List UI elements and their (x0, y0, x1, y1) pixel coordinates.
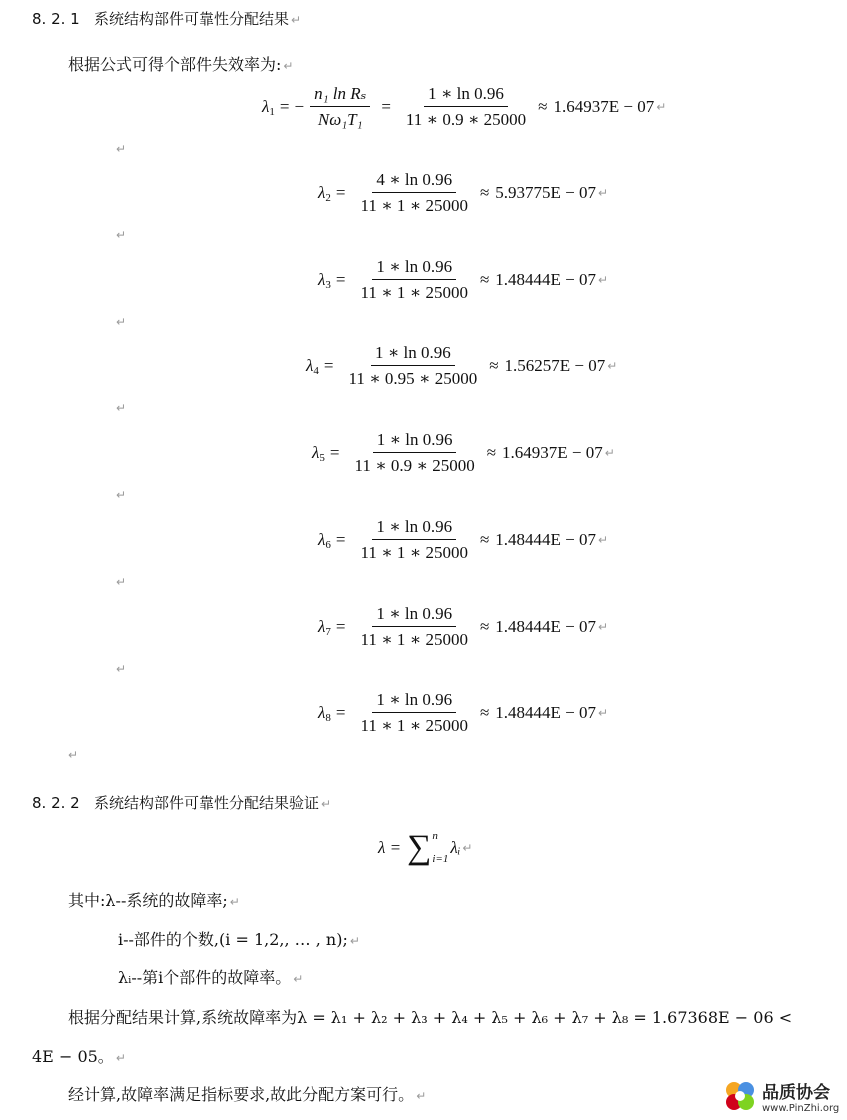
approx-sign: ≈ (479, 183, 490, 202)
equation-result: 1.48444E − 07 (495, 270, 597, 289)
equation-lambda-4 (306, 343, 617, 389)
equation-lambda-6 (318, 517, 608, 563)
paragraph-mark: ↵ (229, 895, 240, 909)
fraction-denominator: 11 ∗ 1 ∗ 25000 (360, 543, 468, 562)
equation-lambda-5 (312, 430, 615, 476)
fraction-numerator: 1 ∗ ln 0.96 (373, 430, 457, 453)
equals-sign: = (335, 617, 346, 636)
paragraph-mark: ↵ (115, 1051, 126, 1065)
paragraph-mark: ↵ (416, 1089, 427, 1103)
numeric-fraction (344, 343, 481, 389)
paragraph-mark: ↵ (283, 59, 294, 73)
fraction-numerator: 4 ∗ ln 0.96 (372, 170, 456, 193)
where-text: i--部件的个数,(i = 1,2,, … , n); (118, 930, 348, 949)
equals-sign: = (335, 703, 346, 722)
calc-paragraph-line-1 (68, 1005, 792, 1028)
section-number: 8. 2. 2 (32, 794, 80, 812)
numeric-fraction (356, 604, 471, 650)
paragraph-mark: ↵ (116, 662, 127, 676)
fraction-denominator: 11 ∗ 1 ∗ 25000 (360, 196, 468, 215)
fraction-numerator: 1 ∗ ln 0.96 (372, 517, 456, 540)
paragraph-mark: ↵ (116, 228, 127, 242)
fraction-denominator: 11 ∗ 0.9 ∗ 25000 (354, 456, 475, 475)
equation-lhs: $\lambda_1$ (262, 96, 275, 118)
approx-sign: ≈ (479, 617, 490, 636)
logo-url: www.PinZhi.org (762, 1103, 840, 1114)
paragraph-mark: ↵ (349, 934, 360, 948)
approx-sign: ≈ (489, 356, 499, 375)
approx-sign: ≈ (479, 530, 490, 549)
calc-text: 根据分配结果计算,系统故障率为λ = λ₁ + λ₂ + λ₃ + λ₄ + λ₅ + λ₆ + λ₇ + λ₈ = 1.67368E − 06 < (68, 1008, 793, 1027)
equation-lhs: $\lambda_6$ (318, 529, 331, 551)
paragraph-mark: ↵ (598, 533, 609, 547)
paragraph-mark: ↵ (116, 315, 127, 329)
paragraph-mark: ↵ (604, 446, 615, 460)
pinzhi-logo (722, 1078, 839, 1114)
section-heading-8-2-2 (32, 792, 331, 813)
equation-lhs: $\lambda_8$ (318, 702, 331, 724)
where-text: 其中:λ--系统的故障率; (68, 891, 228, 910)
fraction-numerator: 1 ∗ ln 0.96 (372, 257, 456, 280)
sum-lhs: λ = (378, 838, 402, 858)
fraction-numerator: 1 ∗ ln 0.96 (424, 84, 508, 107)
equals-sign: = (335, 183, 346, 202)
paragraph-mark: ↵ (116, 488, 127, 502)
approx-sign: ≈ (479, 270, 490, 289)
conclusion-text: 经计算,故障率满足指标要求,故此分配方案可行。 (68, 1085, 415, 1104)
paragraph-mark: ↵ (598, 273, 609, 287)
sum-formula (378, 830, 472, 866)
paragraph-mark: ↵ (607, 359, 618, 373)
paragraph-mark: ↵ (598, 706, 609, 720)
paragraph-mark: ↵ (598, 186, 609, 200)
approx-sign: ≈ (479, 703, 490, 722)
equation-lhs: $\lambda_3$ (318, 269, 331, 291)
conclusion-paragraph (68, 1082, 426, 1105)
equation-lambda-1 (262, 84, 666, 130)
equation-result: 5.93775E − 07 (495, 183, 597, 202)
numeric-fraction (356, 257, 471, 303)
logo-text: 品质协会 (762, 1083, 830, 1103)
symbolic-fraction (310, 84, 370, 130)
fraction-numerator: n₁ ln Rₛ (310, 84, 370, 107)
paragraph-mark: ↵ (293, 972, 304, 986)
paragraph-mark: ↵ (321, 797, 332, 811)
equals-sign: = (335, 530, 346, 549)
fraction-denominator: 11 ∗ 0.9 ∗ 25000 (405, 110, 527, 129)
paragraph-mark: ↵ (68, 748, 79, 762)
equation-result: 1.64937E − 07 (502, 443, 603, 462)
fraction-denominator: 11 ∗ 1 ∗ 25000 (360, 630, 468, 649)
equation-lhs: $\lambda_2$ (318, 182, 331, 204)
equation-result: 1.48444E − 07 (495, 703, 597, 722)
where-line-1 (68, 888, 240, 911)
fraction-denominator: 11 ∗ 1 ∗ 25000 (360, 283, 468, 302)
summation (407, 830, 448, 866)
equals-sign: = (329, 443, 340, 462)
equation-lhs: $\lambda_4$ (306, 355, 319, 377)
numeric-fraction (356, 517, 471, 563)
equation-lambda-8 (318, 690, 608, 736)
equals-sign: = (323, 356, 334, 375)
sum-upper: n (432, 830, 438, 842)
paragraph-mark: ↵ (116, 401, 127, 415)
paragraph-mark: ↵ (598, 620, 609, 634)
fraction-denominator: 11 ∗ 1 ∗ 25000 (360, 716, 468, 735)
approx-sign: ≈ (486, 443, 497, 462)
calc-paragraph-line-2 (32, 1044, 126, 1067)
equation-lambda-2 (318, 170, 608, 216)
sum-term: λᵢ (450, 838, 461, 858)
where-line-2 (118, 927, 360, 950)
sum-limits (432, 830, 448, 866)
equals-sign: = (335, 270, 346, 289)
paragraph-mark: ↵ (462, 841, 473, 856)
sigma-icon: ∑ (407, 829, 432, 867)
numeric-fraction (356, 690, 471, 736)
section-title: 系统结构部件可靠性分配结果验证 (94, 794, 320, 812)
equation-result: 1.56257E − 07 (504, 356, 606, 375)
section-heading-8-2-1 (32, 8, 301, 29)
fraction-numerator: 1 ∗ ln 0.96 (371, 343, 455, 366)
intro-paragraph (68, 52, 293, 75)
equation-result: 1.48444E − 07 (495, 617, 597, 636)
negative-sign: − (294, 97, 305, 116)
fraction-denominator: Nω₁T₁ (317, 110, 363, 129)
fraction-numerator: 1 ∗ ln 0.96 (372, 690, 456, 713)
numeric-fraction (350, 430, 478, 476)
equals-sign: = (279, 97, 290, 116)
equation-result: 1.48444E − 07 (495, 530, 597, 549)
equation-lambda-3 (318, 257, 608, 303)
section-number: 8. 2. 1 (32, 10, 80, 28)
flower-logo-icon (722, 1078, 758, 1114)
paragraph-mark: ↵ (656, 100, 667, 114)
where-line-3 (118, 965, 303, 988)
paragraph-mark: ↵ (116, 142, 127, 156)
equation-lhs: $\lambda_7$ (318, 616, 331, 638)
equals-sign: = (381, 97, 391, 116)
paragraph-mark: ↵ (291, 13, 302, 27)
approx-sign: ≈ (538, 97, 548, 116)
calc-text: 4E − 05。 (32, 1047, 114, 1066)
where-text: λᵢ--第i个部件的故障率。 (118, 968, 292, 987)
equation-lambda-7 (318, 604, 608, 650)
section-title: 系统结构部件可靠性分配结果 (94, 10, 290, 28)
numeric-fraction (402, 84, 530, 130)
sum-lower: i=1 (432, 853, 449, 866)
equation-result: 1.64937E − 07 (553, 97, 655, 116)
paragraph-mark: ↵ (116, 575, 127, 589)
intro-text: 根据公式可得个部件失效率为: (68, 55, 282, 74)
fraction-numerator: 1 ∗ ln 0.96 (372, 604, 456, 627)
numeric-fraction (356, 170, 471, 216)
equation-lhs: $\lambda_5$ (312, 442, 325, 464)
fraction-denominator: 11 ∗ 0.95 ∗ 25000 (348, 369, 478, 388)
